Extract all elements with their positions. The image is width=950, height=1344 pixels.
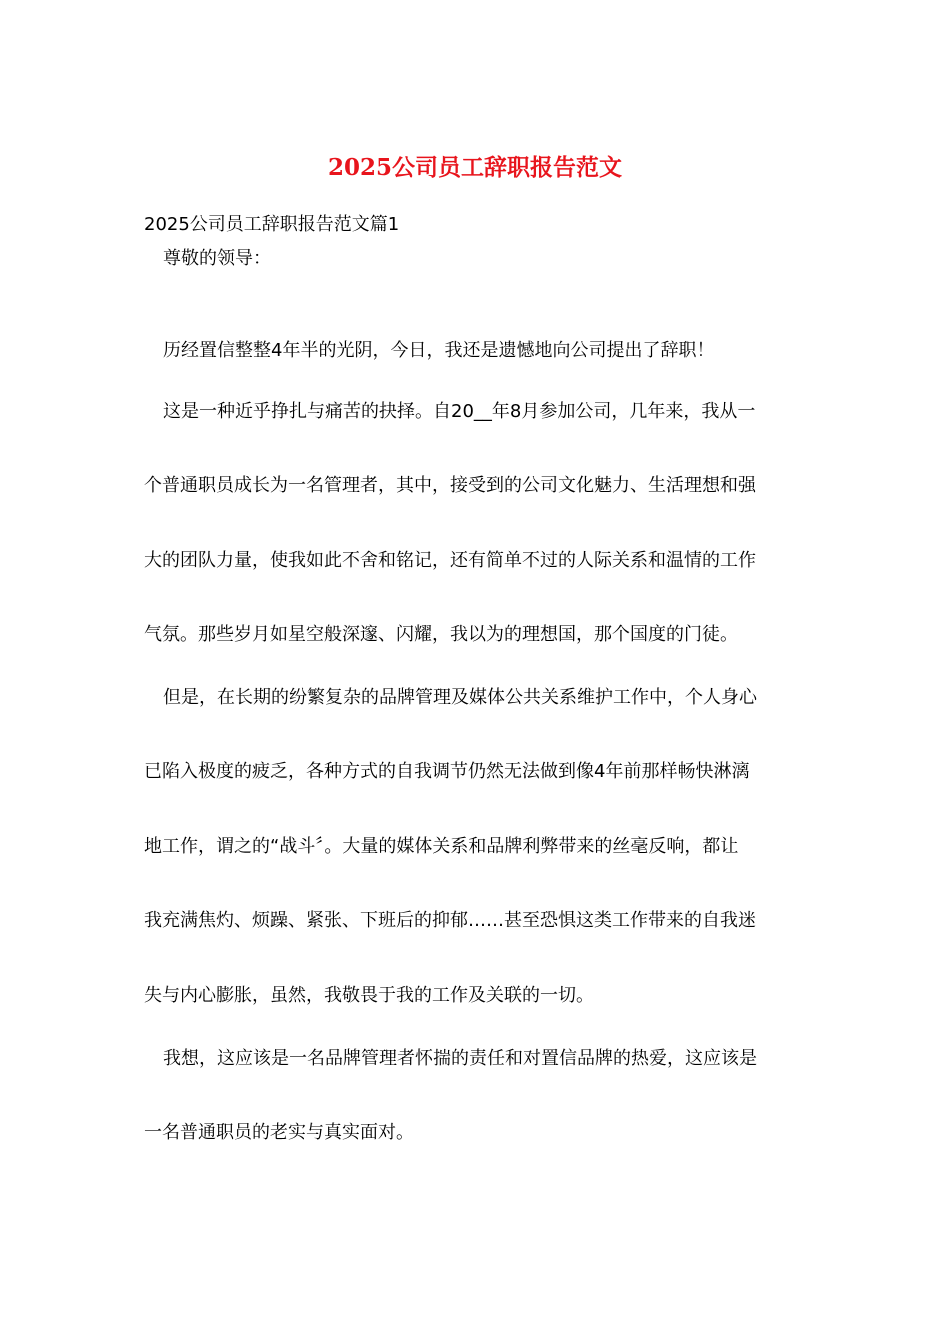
paragraph-line: 气氛。那些岁月如星空般深邃、闪耀，我以为的理想国，那个国度的门徒。 bbox=[144, 624, 738, 645]
paragraph-line: 我想，这应该是一名品牌管理者怀揣的责任和对置信品牌的热爱，这应该是 bbox=[163, 1048, 757, 1069]
paragraph-line: 历经置信整整4年半的光阴，今日，我还是遗憾地向公司提出了辞职！ bbox=[163, 340, 715, 361]
document-title: 2025公司员工辞职报告范文 bbox=[327, 154, 622, 181]
paragraph-line: 地工作，谓之的“战斗〞。大量的媒体关系和品牌利弊带来的丝毫反响，都让 bbox=[144, 836, 739, 857]
paragraph-line: 大的团队力量，使我如此不舍和铭记，还有简单不过的人际关系和温情的工作 bbox=[144, 550, 756, 571]
paragraph-line: 但是，在长期的纷繁复杂的品牌管理及媒体公共关系维护工作中，个人身心 bbox=[163, 687, 757, 708]
section-heading: 2025公司员工辞职报告范文篇1 bbox=[144, 214, 400, 235]
paragraph-line: 个普通职员成长为一名管理者，其中，接受到的公司文化魅力、生活理想和强 bbox=[144, 475, 756, 496]
paragraph-line: 失与内心膨胀，虽然，我敬畏于我的工作及关联的一切。 bbox=[144, 985, 594, 1006]
paragraph-line: 已陷入极度的疲乏，各种方式的自我调节仍然无法做到像4年前那样畅快淋漓 bbox=[144, 761, 750, 782]
paragraph-line: 我充满焦灼、烦躁、紧张、下班后的抑郁……甚至恐惧这类工作带来的自我迷 bbox=[144, 910, 756, 931]
paragraph-line: 一名普通职员的老实与真实面对。 bbox=[144, 1122, 414, 1143]
salutation: 尊敬的领导： bbox=[163, 248, 271, 269]
paragraph-line: 这是一种近乎挣扎与痛苦的抉择。自20__年8月参加公司，几年来，我从一 bbox=[163, 401, 756, 422]
